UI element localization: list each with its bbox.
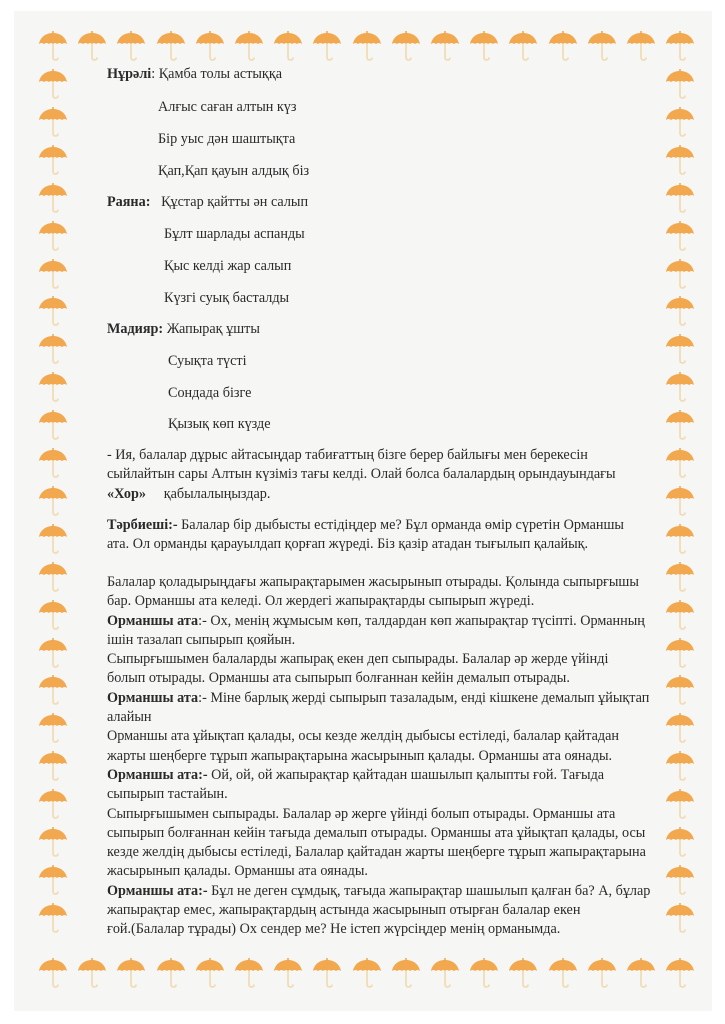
umbrella-icon [665,561,695,593]
umbrella-icon [38,333,68,365]
umbrella-icon [38,295,68,327]
paragraph-line: Орманшы ата:- Міне барлық жерді сыпырып тазаладым, енді кішкене демалып ұйықтап [107,689,650,706]
umbrella-icon [77,957,107,989]
poem-line: Қыс келді жар салып [164,258,292,274]
poem-line: Суықта түсті [168,353,247,369]
poem-line: Алғыс саған алтын күз [158,99,297,115]
umbrella-icon [38,637,68,669]
umbrella-icon [38,674,68,706]
umbrella-icon [234,957,264,989]
umbrella-icon [38,447,68,479]
speaker-name: Нұрәлі [107,66,152,82]
speaker-name: Раяна: [107,194,151,210]
speaker-name: Тәрбиеші:- [107,517,178,533]
paragraph-line: «Хор» қабылалыңыздар. [107,485,271,502]
umbrella-icon [665,371,695,403]
umbrella-icon [38,106,68,138]
paragraph-line: болып отырады. Орманшы ата сыпырып болғаннан кейін демалып отырады. [107,670,570,687]
umbrella-icon [665,30,695,62]
paragraph-line: жарты шеңберге тұрып жапырақтарына жасырынып қалады. Орманшы ата оянады. [107,747,613,764]
verse-text: Жапырақ ұшты [166,321,260,337]
umbrella-icon [116,30,146,62]
verse-text: Құстар қайтты ән салып [161,194,309,210]
umbrella-icon [665,295,695,327]
umbrella-icon [273,957,303,989]
umbrella-icon [626,957,656,989]
paragraph-line: жасырынып қалады. Орманшы ата оянады. [107,863,368,880]
paragraph-line: бар. Орманшы ата келеді. Ол жердегі жапырақтарды сыпырып жүреді. [107,593,535,610]
umbrella-icon [38,144,68,176]
intro-paragraph [107,446,665,504]
verse-text: Қамба толы астыққа [158,66,283,82]
umbrella-icon [38,258,68,290]
umbrella-icon [195,957,225,989]
umbrella-icon [312,957,342,989]
umbrella-icon [469,30,499,62]
umbrella-icon [273,30,303,62]
umbrella-icon [38,599,68,631]
poem-line: Сондада бізге [168,385,252,401]
umbrella-icon [626,30,656,62]
umbrella-icon [665,182,695,214]
umbrella-icon [234,30,264,62]
umbrella-icon [38,182,68,214]
paragraph-line: жапырақтар емес, жапырақтардың астында жасырынып отырған балалар екен [107,902,581,919]
paragraph-line: Балалар қоладырыңдағы жапырақтарымен жасырынып отырады. Қолында сыпырғышы [107,574,639,590]
umbrella-icon [665,826,695,858]
umbrella-icon [665,864,695,896]
paragraph-line: Орманшы ата:- Ох, менің жұмысым көп, талдардан көп жапырақтар түсіпті. Орманның [107,612,645,629]
paragraph-line: сыпырып болғаннан кейін тағыда демалып отырады. Орманшы ата ұйықтап қалады, осы [107,824,646,841]
poem-line: Күзгі суық басталды [164,290,290,306]
umbrella-icon [665,333,695,365]
poem-line [107,194,308,211]
umbrella-icon [665,485,695,517]
umbrella-icon [38,712,68,744]
umbrella-icon [38,371,68,403]
poem-line: Қап,Қап қауын алдық біз [158,163,310,179]
umbrella-icon [587,30,617,62]
umbrella-icon [77,30,107,62]
umbrella-icon [391,30,421,62]
umbrella-icon [38,864,68,896]
umbrella-icon [469,957,499,989]
umbrella-icon [665,712,695,744]
poem-line [107,321,260,338]
teacher-paragraph [107,516,665,555]
speaker-name: Орманшы ата:- [107,766,208,783]
umbrella-icon [38,220,68,252]
paragraph-line: Сыпырғышымен балаларды жапырақ екен деп сыпырады. Балалар әр жерде үйінді [107,651,609,668]
umbrella-icon [665,258,695,290]
speaker-name: Мадияр: [107,321,164,337]
umbrella-icon [665,220,695,252]
poem-line: Нұрәлі: Қамба толы астыққа [107,66,283,82]
umbrella-icon [665,750,695,782]
paragraph-line: Сыпырғышымен сыпырады. Балалар әр жерге үйінді болып отырады. Орманшы ата [107,805,616,822]
umbrella-icon [38,523,68,555]
umbrella-icon [38,788,68,820]
scene-text [107,573,665,940]
umbrella-icon [665,523,695,555]
umbrella-icon [548,957,578,989]
umbrella-icon [665,68,695,100]
umbrella-icon [665,599,695,631]
poem-line: Бұлт шарлады аспанды [164,226,305,242]
umbrella-icon [38,957,68,989]
umbrella-icon [38,902,68,934]
paragraph-line: Орманшы ата:- Бұл не деген сұмдық, тағыда жапырақтар шашылып қалған ба? А, бұлар [107,882,651,899]
umbrella-icon [38,30,68,62]
umbrella-icon [156,957,186,989]
umbrella-icon [665,788,695,820]
umbrella-icon [352,30,382,62]
umbrella-icon [156,30,186,62]
umbrella-icon [38,409,68,441]
umbrella-icon [548,30,578,62]
paragraph-line: ғой.(Балалар тұрады) Ох сендер ме? Не істеп жүрсіңдер менің орманымда. [107,921,561,938]
speaker-name: Орманшы ата [107,612,199,629]
paragraph-line: алайын [107,709,152,726]
paragraph-line: сыйлайтын сары Алтын күзіміз тағы келді. Олай болса балалардың орындауындағы [107,466,616,483]
umbrella-icon [665,957,695,989]
umbrella-icon [430,30,460,62]
umbrella-icon [665,409,695,441]
umbrella-icon [195,30,225,62]
paragraph-line: ата. Ол орманды қарауылдап қорғап жүреді. Біз қазір атадан тығылып қалайық. [107,536,589,553]
umbrella-icon [508,30,538,62]
paragraph-line: сыпырып тастайын. [107,786,228,803]
paragraph-line: Орманшы ата ұйықтап қалады, осы кезде желдің дыбысы естіледі, балалар қайтадан [107,728,619,745]
poem-line: Қызық көп күзде [168,416,271,432]
poem-line: Бір уыс дән шаштықта [158,131,296,147]
paragraph-line: Тәрбиеші:- Балалар бір дыбысты естідіңдер ме? Бұл орманда өмір сүретін Орманшы [107,517,624,533]
umbrella-icon [665,637,695,669]
umbrella-icon [38,826,68,858]
umbrella-icon [665,902,695,934]
umbrella-icon [430,957,460,989]
paragraph-line: - Ия, балалар дұрыс айтасыңдар табиғаттың бізге берер байлығы мен берекесін [107,447,588,463]
paragraph-line: кезде желдің дыбысы естіледі, Балалар қайтадан жарты шеңберге тұрып жапырақтарына [107,844,646,861]
umbrella-icon [587,957,617,989]
paragraph-line: Орманшы ата:- Ой, ой, ой жапырақтар қайтадан шашылып қалыпты ғой. Тағыда [107,766,605,783]
umbrella-icon [391,957,421,989]
umbrella-icon [116,957,146,989]
umbrella-icon [352,957,382,989]
umbrella-icon [665,447,695,479]
speaker-name: Орманшы ата [107,689,199,706]
umbrella-icon [312,30,342,62]
umbrella-icon [38,68,68,100]
choir-label: «Хор» [107,485,146,502]
umbrella-icon [38,485,68,517]
speaker-name: Орманшы ата:- [107,882,208,899]
umbrella-icon [665,106,695,138]
umbrella-icon [665,144,695,176]
paragraph-line: ішін тазалап сыпырып қояйын. [107,631,296,648]
umbrella-icon [38,561,68,593]
umbrella-icon [665,674,695,706]
umbrella-icon [508,957,538,989]
umbrella-icon [38,750,68,782]
